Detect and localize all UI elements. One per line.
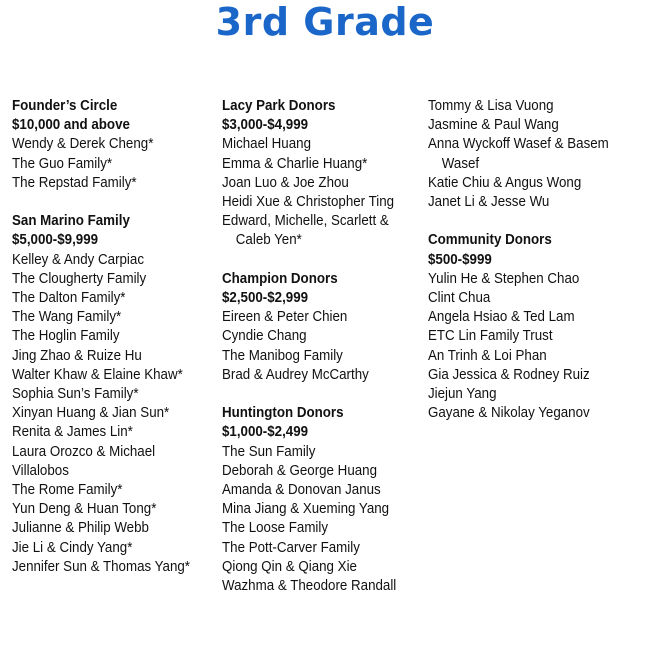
donor-name: Yulin He & Stephen Chao	[428, 270, 580, 287]
donor-name: Walter Khaw & Elaine Khaw*	[12, 366, 183, 383]
donor-name: Katie Chiu & Angus Wong	[428, 174, 582, 191]
donor-name: The Dalton Family*	[12, 290, 126, 307]
donor-name: Kelley & Andy Carpiac	[12, 251, 144, 268]
donor-name: Villalobos	[12, 462, 69, 479]
group-amount-range: $1,000-$2,499	[222, 424, 309, 441]
donor-name: Renita & James Lin*	[12, 424, 133, 441]
donor-name: ETC Lin Family Trust	[428, 328, 553, 345]
page-title: 3rd Grade	[215, 0, 435, 44]
donor-name: Mina Jiang & Xueming Yang	[222, 501, 390, 518]
donor-name: Clint Chua	[428, 290, 491, 307]
donor-column-2	[222, 97, 411, 615]
donor-name: Jennifer Sun & Thomas Yang*	[12, 558, 190, 575]
group-amount-range: $5,000-$9,999	[12, 232, 99, 249]
donor-name: The Wang Family*	[12, 309, 122, 326]
donor-name: Tommy & Lisa Vuong	[428, 98, 554, 114]
donor-name: Julianne & Philip Webb	[12, 520, 149, 537]
group-amount-range: $2,500-$2,999	[222, 290, 309, 307]
group-title: Community Donors	[428, 232, 552, 249]
donor-name: Yun Deng & Huan Tong*	[12, 501, 157, 518]
donor-name: Xinyan Huang & Jian Sun*	[12, 405, 170, 422]
donor-name: Jasmine & Paul Wang	[428, 117, 559, 134]
donor-column-3	[428, 97, 617, 443]
donor-name: Amanda & Donovan Janus	[222, 482, 381, 499]
group-title: Champion Donors	[222, 270, 338, 287]
donor-name: The Rome Family*	[12, 482, 123, 499]
donor-name: Joan Luo & Joe Zhou	[222, 174, 349, 191]
donor-name: Sophia Sun’s Family*	[12, 386, 139, 403]
donor-group	[428, 97, 617, 212]
donor-name: Wazhma & Theodore Randall	[222, 578, 397, 595]
donor-name: An Trinh & Loi Phan	[428, 347, 547, 364]
donor-group	[222, 404, 411, 596]
group-title: San Marino Family	[12, 213, 130, 230]
donor-name: Gayane & Nikolay Yeganov	[428, 405, 590, 422]
donor-group	[12, 97, 201, 193]
donor-name: The Repstad Family*	[12, 174, 137, 191]
donor-name: Jie Li & Cindy Yang*	[12, 539, 133, 556]
donor-name: Jiejun Yang	[428, 386, 497, 403]
donor-name: The Guo Family*	[12, 155, 113, 172]
donor-group	[428, 231, 617, 423]
donor-name: Heidi Xue & Christopher Ting	[222, 194, 395, 211]
group-amount-range: $10,000 and above	[12, 117, 130, 134]
donor-name: The Sun Family	[222, 443, 316, 460]
donor-column-1	[12, 97, 201, 596]
donor-name: Eireen & Peter Chien	[222, 309, 348, 326]
donor-name: The Hoglin Family	[12, 328, 120, 345]
donor-name: Qiong Qin & Qiang Xie	[222, 558, 357, 575]
group-amount-range: $500-$999	[428, 251, 492, 268]
donor-name: Jing Zhao & Ruize Hu	[12, 347, 142, 364]
donor-name: Janet Li & Jesse Wu	[428, 194, 550, 211]
donor-name: Brad & Audrey McCarthy	[222, 366, 369, 383]
group-title: Lacy Park Donors	[222, 98, 336, 114]
donor-name: Cyndie Chang	[222, 328, 307, 345]
donor-name: The Loose Family	[222, 520, 329, 537]
donor-name: Deborah & George Huang	[222, 462, 378, 479]
donor-name: Michael Huang	[222, 136, 311, 153]
group-amount-range: $3,000-$4,999	[222, 117, 309, 134]
donor-name: Gia Jessica & Rodney Ruiz	[428, 366, 590, 383]
donor-name: Edward, Michelle, Scarlett & Caleb Yen*	[222, 213, 389, 249]
donor-group	[12, 212, 201, 577]
donor-name: The Manibog Family	[222, 347, 343, 364]
donor-name: Laura Orozco & Michael	[12, 443, 156, 460]
group-title: Founder’s Circle	[12, 98, 118, 114]
donor-name: Emma & Charlie Huang*	[222, 155, 368, 172]
donor-name: Angela Hsiao & Ted Lam	[428, 309, 575, 326]
donor-name: Anna Wyckoff Wasef & Basem Wasef	[428, 136, 609, 172]
donor-group	[222, 270, 411, 385]
donor-name: The Pott-Carver Family	[222, 539, 360, 556]
donor-name: The Clougherty Family	[12, 270, 147, 287]
group-title: Huntington Donors	[222, 405, 344, 422]
donor-name: Wendy & Derek Cheng*	[12, 136, 154, 153]
donor-group	[222, 97, 411, 251]
